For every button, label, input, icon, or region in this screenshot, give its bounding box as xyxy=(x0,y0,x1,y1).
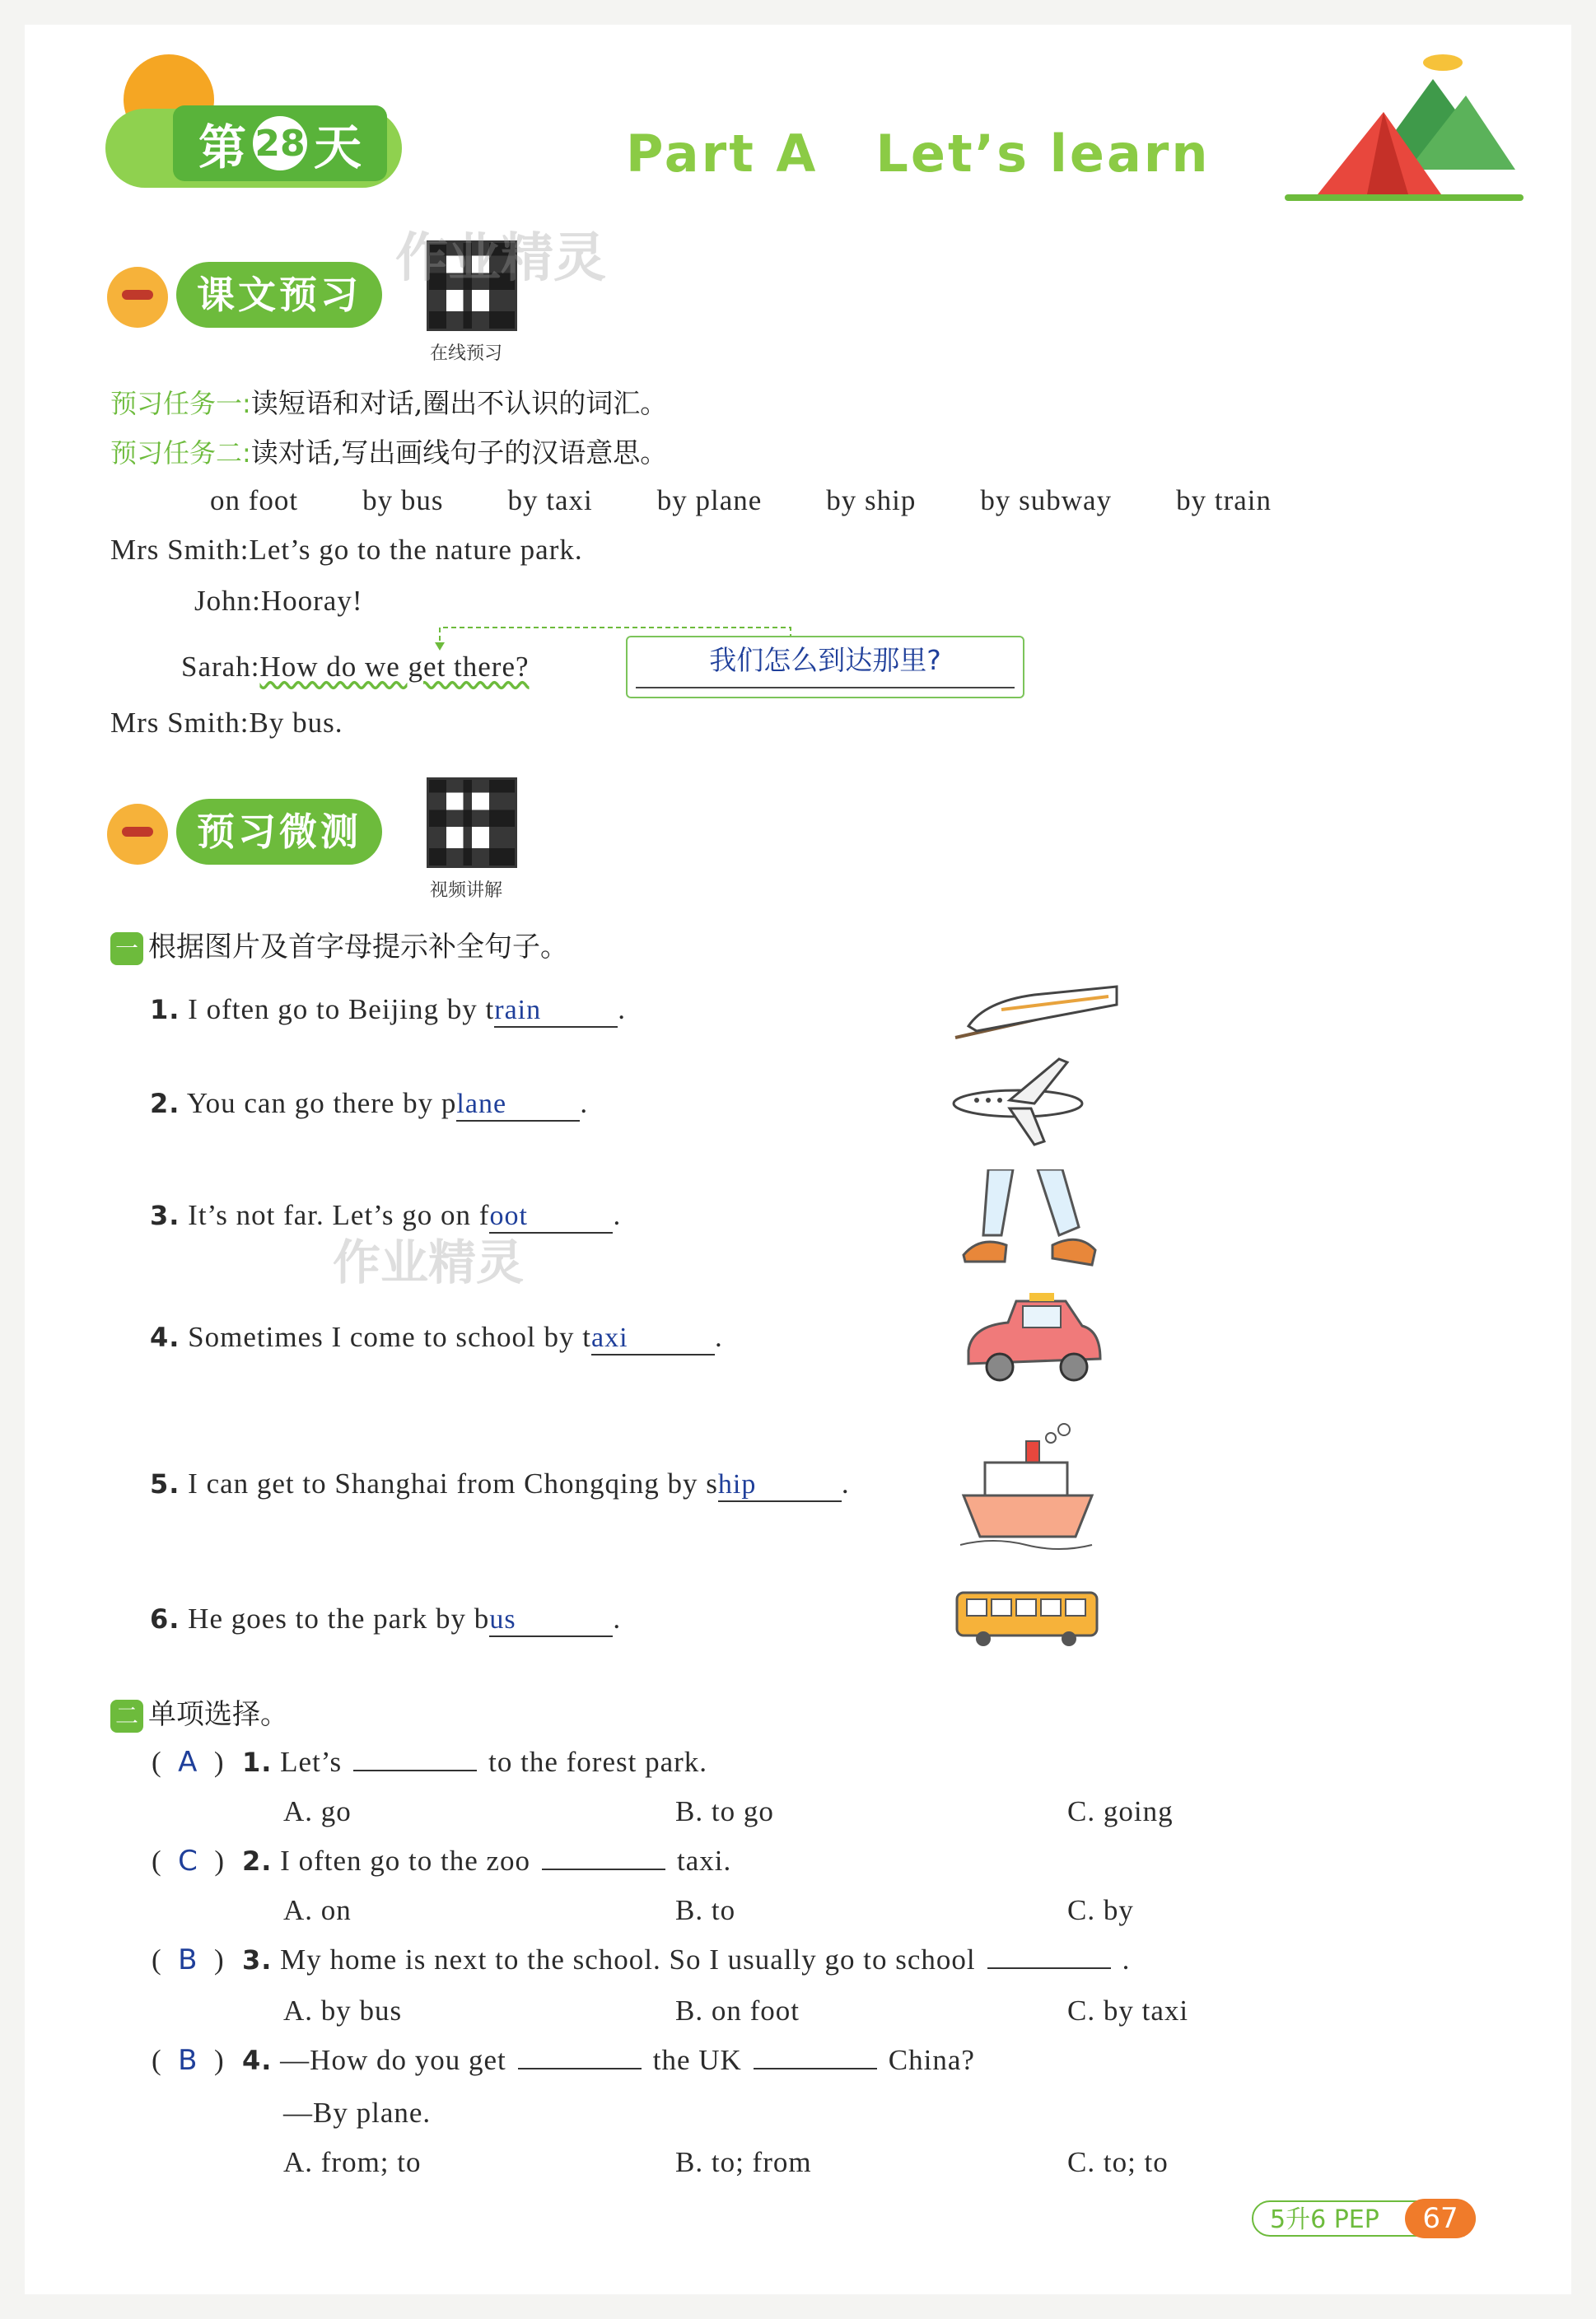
phrase-list xyxy=(210,484,1272,517)
dialogue-line xyxy=(110,707,343,740)
section-preview-header xyxy=(107,262,395,328)
mc-item-1: ( A ) 1. Let’s to the forest park. xyxy=(152,1746,708,1779)
mc-item-4: ( B ) 4. —How do you get the UK China? xyxy=(152,2044,975,2077)
book-label: 5升6 PEP xyxy=(1252,2200,1476,2237)
item-text: Sometimes I come to school by t xyxy=(188,1321,591,1353)
airplane-icon xyxy=(952,1054,1092,1151)
item-text: China? xyxy=(888,2044,975,2076)
part2-heading xyxy=(110,1691,288,1733)
answer-blank[interactable]: axi xyxy=(591,1323,715,1355)
underlined-sentence: How do we get there? xyxy=(259,651,530,683)
item-number: 6. xyxy=(150,1603,180,1635)
item-text: to the forest park. xyxy=(488,1746,708,1778)
sun-icon xyxy=(107,267,168,328)
fill-item-1 xyxy=(150,993,626,1028)
item-text: My home is next to the school. So I usually go to school xyxy=(280,1943,976,1976)
option[interactable]: A. go xyxy=(283,1795,352,1827)
phrase: by ship xyxy=(826,484,917,516)
item-text: I often go to Beijing by t xyxy=(188,993,495,1025)
speaker: Mrs Smith: xyxy=(110,707,250,739)
item-text: You can go there by p xyxy=(186,1087,457,1119)
watermark: 作业精灵 xyxy=(395,228,606,289)
answer-choice[interactable]: B xyxy=(178,1943,198,1976)
taxi-icon xyxy=(959,1293,1107,1392)
dialogue-text: Let’s go to the nature park. xyxy=(249,534,583,566)
part1-heading xyxy=(110,924,568,965)
item-end: . xyxy=(613,1603,622,1635)
item-number: 2. xyxy=(150,1088,180,1119)
train-icon xyxy=(952,977,1125,1043)
section-title: 预习微测 xyxy=(176,799,382,865)
reply-line: —By plane. xyxy=(283,2097,432,2129)
sun-icon xyxy=(107,804,168,865)
item-text: I often go to the zoo xyxy=(280,1845,531,1877)
item-number: 5. xyxy=(150,1468,180,1500)
item-text: It’s not far. Let’s go on f xyxy=(188,1199,490,1231)
option[interactable]: B. to; from xyxy=(675,2146,812,2178)
walking-feet-icon xyxy=(955,1169,1104,1273)
blank xyxy=(353,1770,477,1771)
item-text: . xyxy=(1122,1943,1131,1976)
item-end: . xyxy=(580,1087,589,1119)
answer-blank[interactable]: oot xyxy=(489,1201,613,1234)
dialogue-line xyxy=(181,651,530,684)
item-end: . xyxy=(841,1467,850,1500)
item-number: 3. xyxy=(150,1200,180,1231)
speaker: Sarah: xyxy=(181,651,260,683)
item-number: 4. xyxy=(242,2045,273,2076)
part-label: Part A xyxy=(626,124,819,184)
item-number: 1. xyxy=(242,1747,273,1778)
option[interactable]: B. on foot xyxy=(675,1995,800,2027)
qr-label: 视频讲解 xyxy=(430,880,503,901)
qr-label: 在线预习 xyxy=(430,343,503,364)
item-end: . xyxy=(715,1321,723,1353)
item-text: the UK xyxy=(652,2044,742,2076)
lesson-title: Let’s learn xyxy=(875,124,1211,184)
day-suffix: 天 xyxy=(314,119,362,175)
task-text: 读对话,写出画线句子的汉语意思。 xyxy=(250,436,668,469)
dialogue-line xyxy=(110,534,583,567)
dialogue-text: Hooray! xyxy=(260,585,363,617)
part-title: 单项选择。 xyxy=(148,1698,288,1731)
option[interactable]: B. to go xyxy=(675,1795,774,1827)
mountain-tent-icon xyxy=(1268,46,1532,211)
fill-item-4 xyxy=(150,1321,723,1355)
page-number: 67 xyxy=(1405,2199,1476,2238)
answer-choice[interactable]: B xyxy=(178,2044,198,2077)
answer-blank[interactable]: us xyxy=(489,1604,613,1637)
phrase: by bus xyxy=(362,484,444,516)
blank xyxy=(987,1967,1111,1969)
item-number: 2. xyxy=(242,1845,273,1877)
item-end: . xyxy=(618,993,626,1025)
fill-item-5 xyxy=(150,1467,850,1502)
qr-code-icon[interactable] xyxy=(427,777,517,868)
blank xyxy=(542,1869,665,1870)
fill-item-2 xyxy=(150,1087,588,1122)
day-number: 28 xyxy=(253,116,307,170)
item-text: —How do you get xyxy=(280,2044,506,2076)
phrase: by subway xyxy=(980,484,1113,516)
part-number-icon: 二 xyxy=(110,1700,143,1733)
item-text: He goes to the park by b xyxy=(188,1603,490,1635)
section-title: 课文预习 xyxy=(176,262,382,328)
item-text: taxi. xyxy=(677,1845,732,1877)
day-prefix: 第 xyxy=(198,119,246,175)
phrase: on foot xyxy=(210,484,299,516)
blank xyxy=(518,2068,642,2069)
dialogue-text: By bus. xyxy=(249,707,343,739)
section-test-header xyxy=(107,799,395,865)
phrase: by train xyxy=(1176,484,1272,516)
fill-item-6 xyxy=(150,1603,621,1637)
speaker: Mrs Smith: xyxy=(110,534,250,566)
item-end: . xyxy=(613,1199,622,1231)
day-badge xyxy=(173,105,387,181)
ship-icon xyxy=(960,1421,1100,1553)
preview-task-1 xyxy=(110,382,667,421)
translation-answer[interactable]: 我们怎么到达那里? xyxy=(626,636,1024,698)
option[interactable]: C. going xyxy=(1067,1795,1174,1827)
phrase: by taxi xyxy=(507,484,593,516)
preview-task-2 xyxy=(110,432,667,470)
answer-blank[interactable]: lane xyxy=(456,1089,580,1122)
item-number: 4. xyxy=(150,1322,180,1353)
dialogue-line xyxy=(194,585,362,618)
answer-choice[interactable]: A xyxy=(178,1746,198,1779)
mc-item-2: ( C ) 2. I often go to the zoo taxi. xyxy=(152,1845,732,1878)
answer-blank[interactable]: hip xyxy=(718,1469,842,1502)
task-label: 预习任务二: xyxy=(110,437,251,469)
item-number: 1. xyxy=(150,994,180,1025)
task-text: 读短语和对话,圈出不认识的词汇。 xyxy=(250,387,668,419)
item-text: I can get to Shanghai from Chongqing by s xyxy=(188,1467,718,1500)
task-label: 预习任务一: xyxy=(110,388,251,419)
option[interactable]: C. by xyxy=(1067,1894,1134,1926)
option[interactable]: A. from; to xyxy=(283,2146,422,2178)
part-number-icon: 一 xyxy=(110,932,143,965)
bus-icon xyxy=(954,1589,1102,1649)
option[interactable]: C. by taxi xyxy=(1067,1995,1189,2027)
part-title: 根据图片及首字母提示补全句子。 xyxy=(148,931,568,964)
answer-blank[interactable]: rain xyxy=(494,995,618,1028)
option[interactable]: C. to; to xyxy=(1067,2146,1169,2178)
option[interactable]: A. by bus xyxy=(283,1995,403,2027)
mc-item-3: ( B ) 3. My home is next to the school. So I usually go to school . xyxy=(152,1943,1131,1976)
phrase: by plane xyxy=(656,484,763,516)
page-title xyxy=(626,124,1211,184)
option[interactable]: A. on xyxy=(283,1894,352,1926)
item-number: 3. xyxy=(242,1944,273,1976)
watermark: 作业精灵 xyxy=(333,1234,525,1290)
option[interactable]: B. to xyxy=(675,1894,736,1926)
answer-choice[interactable]: C xyxy=(178,1845,198,1878)
blank xyxy=(754,2068,877,2069)
speaker: John: xyxy=(194,585,261,617)
item-text: Let’s xyxy=(280,1746,343,1778)
